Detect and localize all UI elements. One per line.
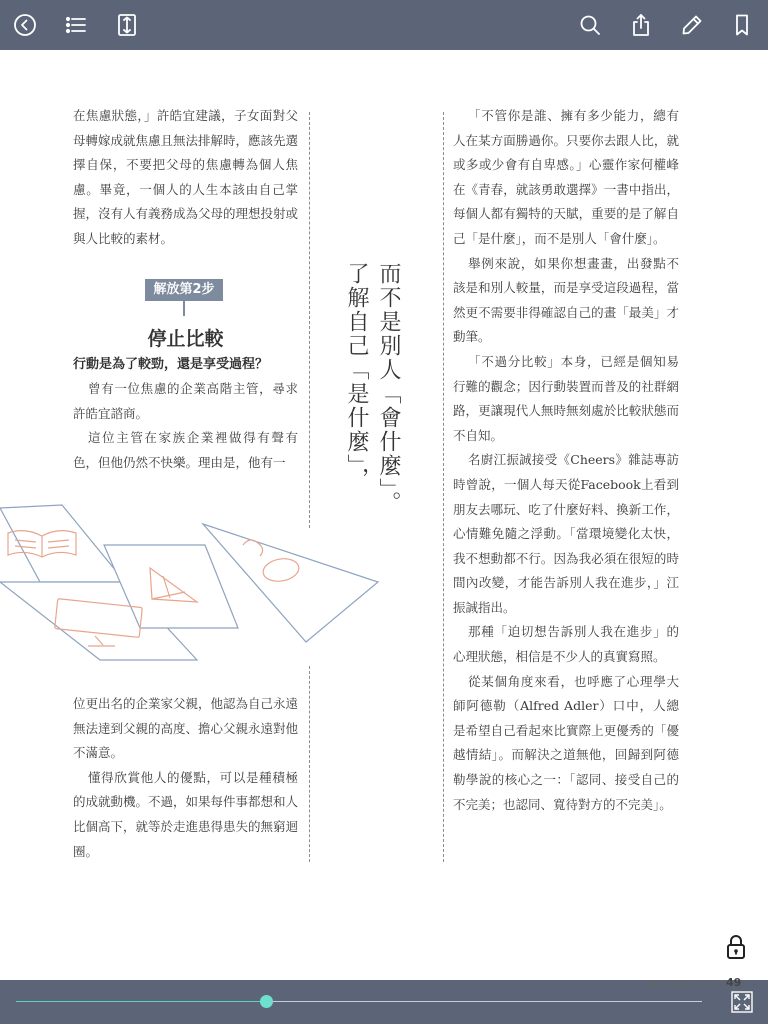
table-of-contents-icon[interactable] xyxy=(61,10,91,40)
pencil-icon[interactable] xyxy=(677,10,707,40)
paragraph: 曾有一位焦慮的企業高階主管，尋求許皓宜諮商。 xyxy=(73,381,298,421)
step-connector xyxy=(183,301,185,316)
floating-screens-illustration xyxy=(0,500,390,670)
pull-quote-line-2: 了解自己「是什麼」， xyxy=(344,262,369,491)
article-left-bottom xyxy=(73,692,298,864)
step-badge: 解放第2步 xyxy=(145,279,223,301)
top-toolbar xyxy=(0,0,768,50)
paragraph: 這位主管在家族企業裡做得有聲有色，但他仍然不快樂。理由是，他有一 xyxy=(73,430,298,470)
paragraph: 從某個角度來看，也呼應了心理學大師阿德勒（Alfred Adler）口中，人總是希望自己看起來比實際上更優秀的「優越情結」。而解決之道無他，回歸到阿德勒學說的核心之一：「認同、接受自己的不完美；也認同、寬待對方的不完美」。 xyxy=(453,673,679,812)
paragraph: 在焦慮狀態，」許皓宜建議，子女面對父母轉嫁成就焦慮且無法排解時，應該先選擇自保，不要把父母的焦慮轉為個人焦慮。畢竟，一個人的人生本該由自己掌握，沒有人有義務成為父母的理想投射或與人比較的素材。 xyxy=(73,108,299,246)
page-slider-fill xyxy=(16,1001,266,1002)
paragraph: 那種「迫切想告訴別人我在進步」的心理狀態，相信是不少人的真實寫照。 xyxy=(453,624,679,665)
article-left-top xyxy=(73,104,298,252)
page-slider-thumb[interactable] xyxy=(260,995,273,1008)
page-scroll-icon[interactable] xyxy=(112,10,142,40)
section-subhead: 行動是為了較勁，還是享受過程？ xyxy=(73,357,269,372)
lock-icon[interactable] xyxy=(725,934,747,960)
paragraph: 懂得欣賞他人的優點，可以是種積極的成就動機。不過，如果每件事都想和人比個高下，就等於走進患得患失的無窮迴圈。 xyxy=(73,769,299,859)
column-divider xyxy=(443,112,444,862)
pull-quote-line-1: 而不是別人「會什麼」。 xyxy=(376,262,401,515)
paragraph: 「不過分比較」本身，已經是個知易行難的觀念；因行動裝置而普及的社群網路，更讓現代人無時無刻處於比較狀態而不自知。 xyxy=(453,353,679,443)
fullscreen-expand-icon[interactable] xyxy=(731,991,753,1013)
paragraph: 位更出名的企業家父親，他認為自己永遠無法達到父親的高度、擔心父親永遠對他不滿意。 xyxy=(73,696,299,761)
share-icon[interactable] xyxy=(626,10,656,40)
section-title: 停止比較 xyxy=(147,328,224,350)
paragraph: 舉例來說，如果你想畫畫，出發點不該是和別人較量，而是享受這段過程，當然更不需要非得確認自己的畫「最美」才動筆。 xyxy=(453,255,679,345)
column-divider xyxy=(309,112,310,528)
back-circle-icon[interactable] xyxy=(10,10,40,40)
search-icon[interactable] xyxy=(575,10,605,40)
page-number: 49 xyxy=(726,976,742,989)
column-divider xyxy=(309,666,310,862)
footer-site-url: www.cheers.com.tw xyxy=(646,980,727,989)
book-panel xyxy=(0,505,125,582)
bookmark-icon[interactable] xyxy=(727,10,757,40)
article-right xyxy=(453,104,679,817)
paragraph: 「不管你是誰、擁有多少能力，總有人在某方面勝過你。只要你去跟人比，就或多或少會有自卑感。」心靈作家何權峰在《青春，就該勇敢選擇》一書中指出，每個人都有獨特的天賦，重要的是了解自己「是什麼」，而不是別人「會什麼」。 xyxy=(453,108,679,246)
article-left-mid xyxy=(73,377,298,475)
paragraph: 名廚江振誠接受《Cheers》雜誌專訪時曾說，一個人每天從Facebook上看到朋友去哪玩、吃了什麼好料、換新工作，心情難免隨之浮動。「當環境變化太快，我不想動都不行。因為我必須在很短的時間內改變，才能告訴別人我在進步，」江振誠指出。 xyxy=(453,452,679,615)
